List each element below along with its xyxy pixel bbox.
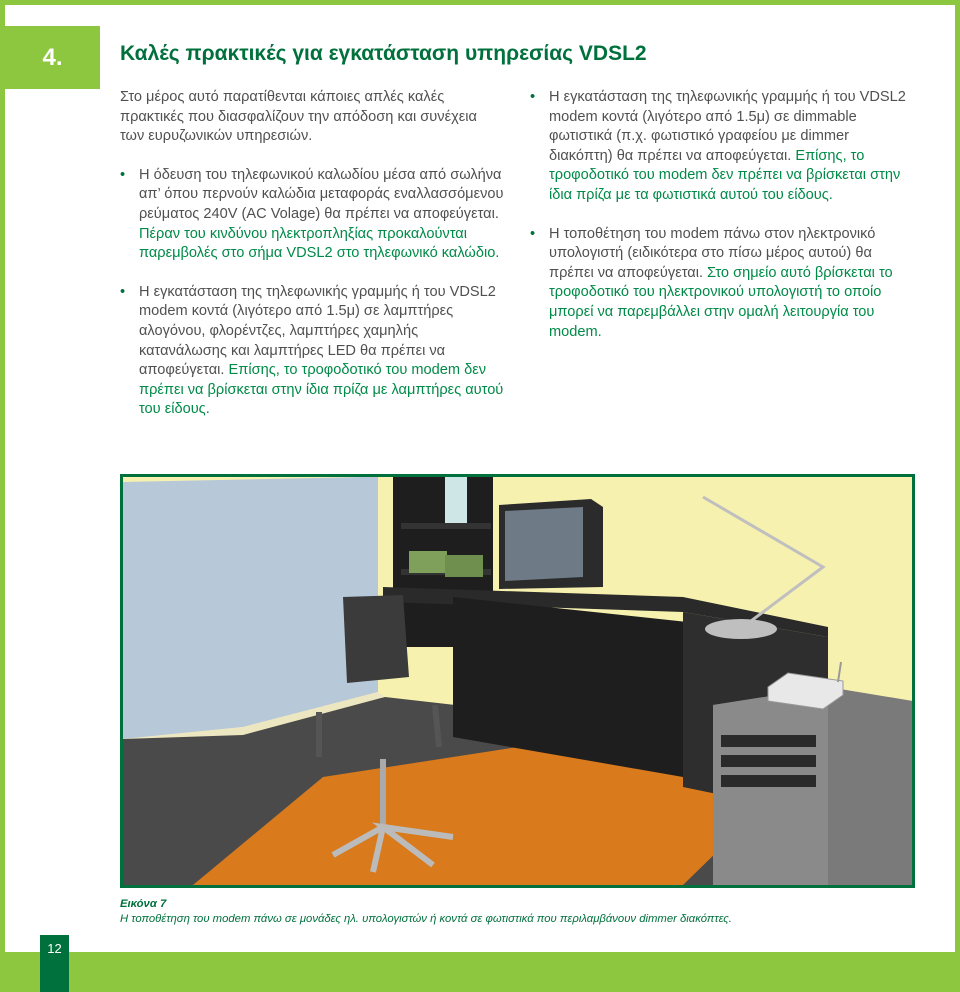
- bullet-highlight: Στο σημείο αυτό βρίσκεται το τροφοδοτικό του ηλεκτρονικού υπολογιστή το οποίο μπορεί να παρεμβάλλει στην ομαλή λειτουργία του modem.: [549, 264, 893, 340]
- bullet-item: [120, 283, 505, 420]
- page-frame-top: [0, 0, 960, 5]
- bullet-dot-icon: •: [120, 166, 126, 183]
- bullet-dot-icon: •: [530, 89, 536, 105]
- bullet-item: [530, 225, 915, 343]
- storage-box: [409, 551, 447, 573]
- bullet-highlight: Πέραν του κινδύνου ηλεκτροπληξίας προκαλούνται παρεμβολές στο σήμα VDSL2 στο τηλεφωνικό καλώδιο.: [139, 225, 500, 262]
- bullet-highlight: Επίσης, το τροφοδοτικό του modem δεν πρέπει να βρίσκεται στην ίδια πρίζα με λαμπτήρες αυτού του είδους.: [139, 362, 504, 418]
- right-bullet-list: [530, 88, 915, 342]
- office-illustration: [120, 474, 915, 888]
- left-bullet-list: [120, 166, 505, 420]
- storage-box: [445, 555, 483, 577]
- bullet-text: Η όδευση του τηλεφωνικού καλωδίου μέσα από σωλήνα απ’ όπου περνούν καλώδια μεταφοράς εναλλασσόμενου ρεύματος 240V (AC Volage) θα πρέπει να αποφεύγεται.: [139, 166, 504, 222]
- bullet-text: Η εγκατάσταση της τηλεφωνικής γραμμής ή του VDSL2 modem κοντά (λιγότερο από 1.5μ) σε dimmable φωτιστικά (π.χ. φωτιστικό γραφείου με dimmer διακόπτη) θα πρέπει να αποφεύγεται.: [549, 89, 906, 164]
- office-scene-drawing: [123, 477, 912, 885]
- chair-armrest: [435, 705, 439, 747]
- bookcase-shelf: [401, 523, 491, 529]
- desk-lamp-base: [705, 619, 777, 639]
- bullet-text: Η εγκατάσταση της τηλεφωνικής γραμμής ή του VDSL2 modem κοντά (λιγότερο από 1.5μ) σε λαμπτήρες αλογόνου, φλορέντζες, λαμπτήρες χαμηλής κατανάλωσης και λαμπτήρες LED θα πρέπει να αποφεύγεται.: [139, 283, 496, 379]
- figure-caption-text: Η τοποθέτηση του modem πάνω σε μονάδες ηλ. υπολογιστών ή κοντά σε φωτιστικά που περιλαμβάνουν dimmer διακόπτες.: [120, 913, 732, 925]
- section-title: Καλές πρακτικές για εγκατάσταση υπηρεσίας VDSL2: [120, 42, 647, 65]
- bullet-dot-icon: •: [530, 225, 536, 242]
- page-footer-bar: [0, 952, 960, 992]
- pc-drive-bay: [721, 775, 816, 787]
- section-number-badge: 4.: [5, 26, 100, 89]
- page-frame-right: [955, 0, 960, 992]
- page-frame-left: [0, 0, 5, 992]
- bookcase-book: [445, 477, 467, 527]
- page-number: 12: [47, 941, 62, 956]
- bullet-item: [120, 166, 505, 264]
- bullet-dot-icon: •: [120, 283, 126, 300]
- bullet-text: Η τοποθέτηση του modem πάνω στον ηλεκτρονικό υπολογιστή (ειδικότερα στο πίσω μέρος αυτού) θα πρέπει να αποφεύγεται.: [549, 225, 876, 281]
- right-column: [530, 88, 915, 342]
- pc-drive-bay: [721, 755, 816, 767]
- bullet-highlight: Επίσης, το τροφοδοτικό του modem δεν πρέπει να βρίσκεται στην ίδια πρίζα με τα φωτιστικά αυτού του είδους.: [549, 147, 901, 203]
- bullet-item: [530, 88, 915, 206]
- monitor-screen: [505, 507, 583, 581]
- figure-caption: [120, 897, 732, 927]
- chair-back: [343, 595, 409, 683]
- figure-label: Εικόνα 7: [120, 898, 167, 910]
- pc-drive-bay: [721, 735, 816, 747]
- window: [123, 477, 378, 739]
- left-column: [120, 88, 505, 420]
- intro-paragraph: Στο μέρος αυτό παρατίθενται κάποιες απλές καλές πρακτικές που διασφαλίζουν την απόδοση και συνέχεια των ευρυζωνικών υπηρεσιών.: [120, 89, 477, 145]
